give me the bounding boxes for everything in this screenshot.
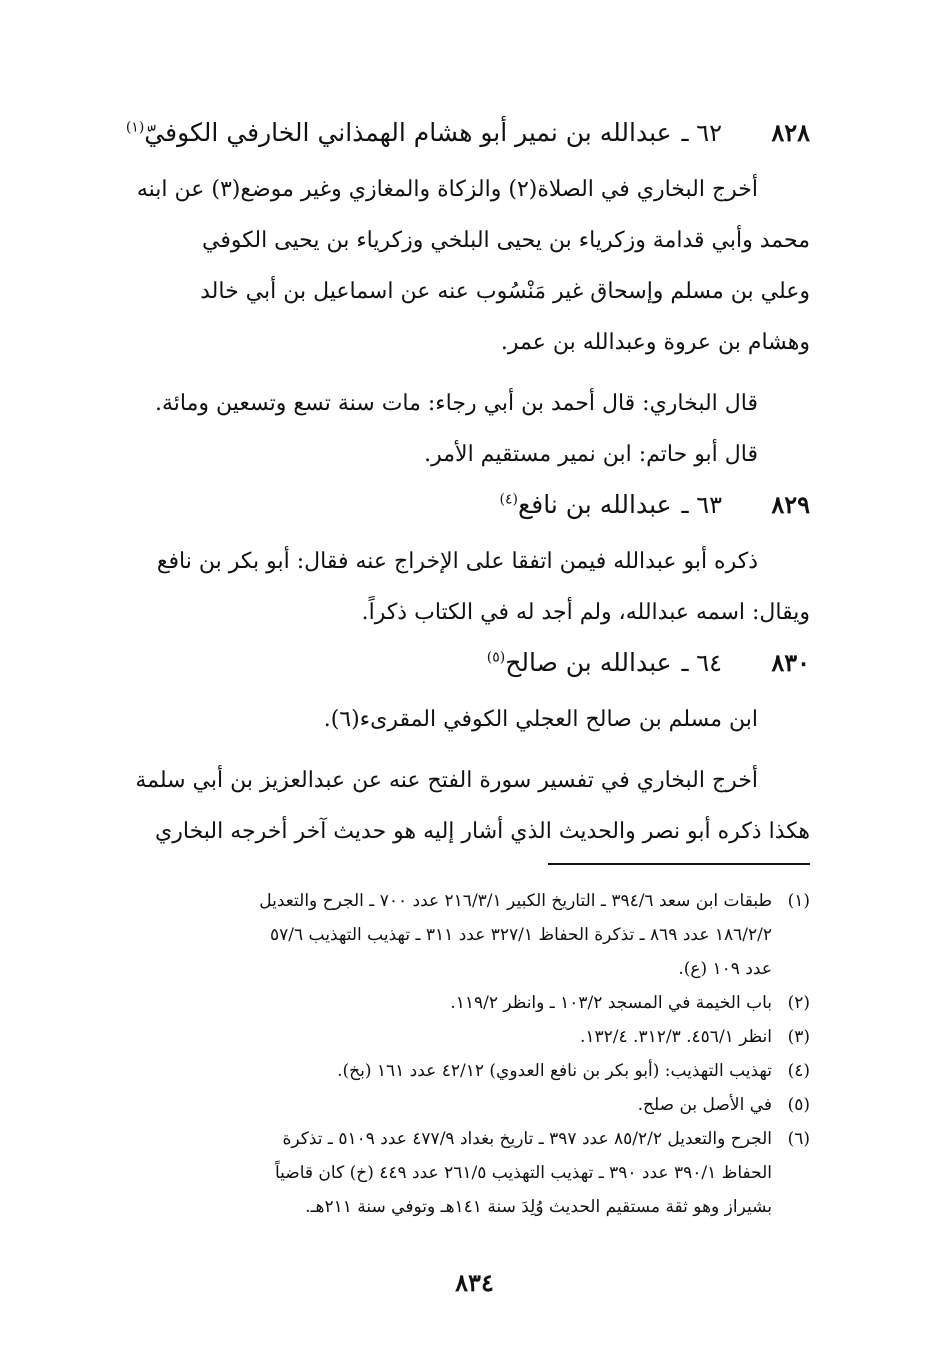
text-line: ويقال: اسمه عبدالله، ولم أجد له في الكتاب ذكراً. bbox=[361, 600, 810, 625]
footnote-line: الجرح والتعديل ٨٥/٢/٢ عدد ٣٩٧ ـ تاريخ بغداد ٤٧٧/٩ عدد ٥١٠٩ ـ تذكرة bbox=[282, 1129, 772, 1149]
footnote-line: طبقات ابن سعد ٣٩٤/٦ ـ التاريخ الكبير ٢١٦/٣/١ عدد ٧٠٠ ـ الجرح والتعديل bbox=[259, 891, 772, 911]
footnote-number: (٢) bbox=[787, 993, 810, 1013]
entry-subnumber: ٦٤ ـ bbox=[681, 649, 722, 677]
footnote-line: باب الخيمة في المسجد ١٠٣/٢ ـ وانظر ١١٩/٢. bbox=[450, 993, 772, 1013]
footnote-number: (١) bbox=[787, 891, 810, 911]
footnote bbox=[110, 986, 810, 1020]
entry-title: عبدالله بن نافع$^{(٤)}$ bbox=[499, 490, 672, 519]
footnote-line: انظر ٤٥٦/١. ٣١٢/٣. ١٣٢/٤. bbox=[579, 1027, 772, 1047]
text-line: قال أبو حاتم: ابن نمير مستقيم الأمر. bbox=[424, 442, 758, 467]
footnote-ref: (٥) bbox=[486, 649, 506, 666]
footnote-ref: (٤) bbox=[499, 491, 518, 508]
text-line: هكذا ذكره أبو نصر والحديث الذي أشار إليه هو حديث آخر أخرجه البخاري bbox=[155, 819, 810, 844]
entry-number: ٨٣٠ bbox=[771, 648, 810, 677]
entry-number: ٨٢٨ bbox=[771, 118, 810, 147]
footnote-divider bbox=[548, 863, 810, 865]
footnote bbox=[110, 1054, 810, 1088]
text-line: ابن مسلم بن صالح العجلي الكوفي المقرىء(٦). bbox=[323, 707, 758, 732]
entry-subnumber: ٦٣ ـ bbox=[681, 491, 722, 519]
entry-heading bbox=[110, 648, 810, 694]
entry-heading bbox=[110, 490, 810, 536]
text-line: أخرج البخاري في الصلاة(٢) والزكاة والمغازي وغير موضع(٣) عن ابنه bbox=[136, 177, 758, 202]
footnote bbox=[110, 1088, 810, 1122]
footnote-line: الحفاظ ٣٩٠/١ عدد ٣٩٠ ـ تهذيب التهذيب ٢٦١/٥ عدد ٤٤٩ (خ) كان قاضياً bbox=[274, 1163, 772, 1183]
text-line: وعلي بن مسلم وإسحاق غير مَنْسُوب عنه عن اسماعيل بن أبي خالد bbox=[200, 279, 810, 304]
entry-title: عبدالله بن نمير أبو هشام الهمذاني الخارفي الكوفيّ$^{(١)}$ bbox=[125, 118, 672, 147]
text-line: وهشام بن عروة وعبدالله بن عمر. bbox=[500, 330, 810, 355]
entry-subnumber: ٦٢ ـ bbox=[681, 119, 722, 147]
footnote-line: ١٨٦/٢/٢ عدد ٨٦٩ ـ تذكرة الحفاظ ٣٢٧/١ عدد ٣١١ ـ تهذيب التهذيب ٥٧/٦ bbox=[270, 925, 772, 945]
footnote bbox=[110, 1122, 810, 1224]
footnote-line: عدد ١٠٩ (ع). bbox=[678, 959, 772, 979]
footnote-number: (٦) bbox=[787, 1129, 810, 1149]
main-text bbox=[110, 118, 810, 857]
text-line: قال البخاري: قال أحمد بن أبي رجاء: مات سنة تسع وتسعين ومائة. bbox=[155, 391, 758, 416]
entry-heading bbox=[110, 118, 810, 164]
text-line: ذكره أبو عبدالله فيمن اتفقا على الإخراج عنه فقال: أبو بكر بن نافع bbox=[156, 549, 758, 574]
footnote bbox=[110, 1020, 810, 1054]
footnote-ref: (١) bbox=[125, 119, 145, 136]
footnote bbox=[110, 884, 810, 986]
footnote-number: (٤) bbox=[787, 1061, 810, 1081]
entry-title: عبدالله بن صالح$^{(٥)}$ bbox=[486, 648, 672, 677]
footnote-number: (٣) bbox=[787, 1027, 810, 1047]
entry-number: ٨٢٩ bbox=[771, 490, 810, 519]
footnote-number: (٥) bbox=[787, 1095, 810, 1115]
footnote-line: بشيراز وهو ثقة مستقيم الحديث وُلِدَ سنة ١٤١هـ وتوفي سنة ٢١١هـ. bbox=[305, 1197, 772, 1217]
footnotes bbox=[110, 884, 810, 1224]
footnote-line: في الأصل بن صلح. bbox=[637, 1095, 772, 1115]
text-line: محمد وأبي قدامة وزكرياء بن يحيى البلخي وزكرياء بن يحيى الكوفي bbox=[202, 228, 810, 253]
text-line: أخرج البخاري في تفسير سورة الفتح عنه عن عبدالعزيز بن أبي سلمة bbox=[135, 768, 758, 793]
footnote-line: تهذيب التهذيب: (أبو بكر بن نافع العدوي) ٤٢/١٢ عدد ١٦١ (بخ). bbox=[337, 1061, 772, 1081]
page-number: ٨٣٤ bbox=[455, 1268, 494, 1297]
